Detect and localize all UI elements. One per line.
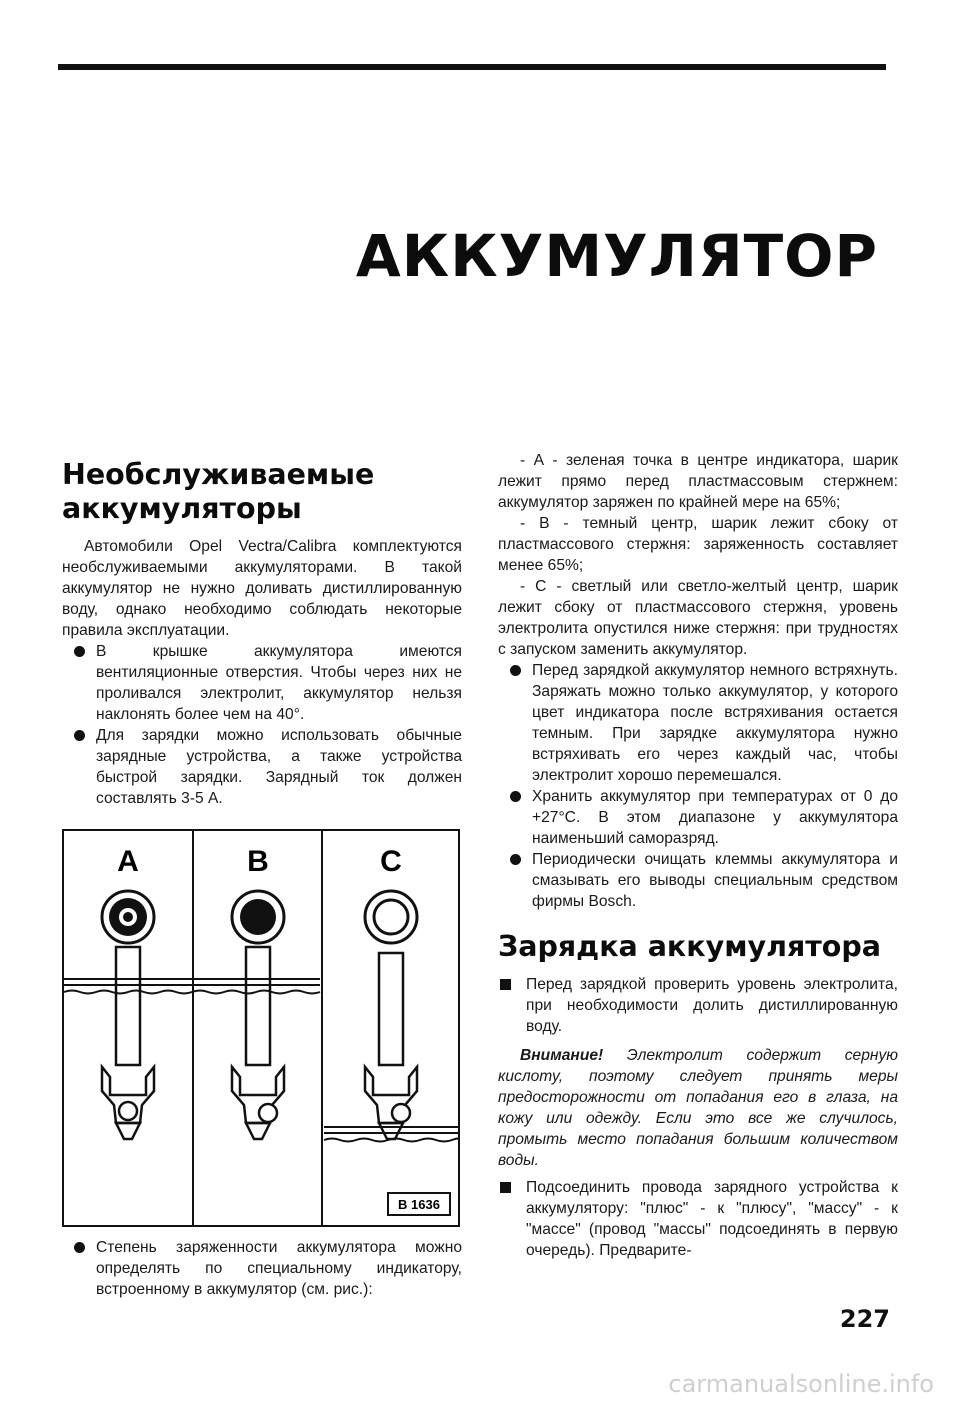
bullet-dot-icon (510, 791, 521, 802)
indicator-item-a: - А - зеленая точка в центре индикатора, шарик лежит прямо перед пластмассовым стержнем: аккумулятор заряжен по крайней мере на 65%; (498, 452, 898, 511)
warning-text: Электролит содержит серную кислоту, поэтому следует принять меры предосторожности от попадания его в глаза, на кожу или одежду. Если это все же случилось, промыть место попадания большим количеством воды. (498, 1047, 898, 1169)
bullet-dot-icon (510, 854, 521, 865)
list-item (62, 641, 462, 725)
intro-paragraph: Автомобили Opel Vectra/Calibra комплектуются необслуживаемыми аккумуляторами. В такой аккумулятор не нужно доливать дистиллированную воду, однако необходимо соблюдать некоторые правила эксплуатации. (62, 538, 462, 639)
section-heading-maintenance-free: Необслуживаемые аккумуляторы (62, 458, 375, 525)
bullet-text: Хранить аккумулятор при температурах от 0 до +27°С. В этом диапазоне у аккумулятора наименьший саморазряд. (532, 788, 898, 847)
bullet-text: Перед зарядкой проверить уровень электролита, при необходимости долить дистиллированную воду. (526, 976, 898, 1035)
left-column (62, 458, 462, 1300)
indicator-diagram (62, 829, 460, 1227)
indicator-item-b: - В - темный центр, шарик лежит сбоку от пластмассового стержня: заряженность составляет менее 65%; (498, 515, 898, 574)
list-item (498, 1177, 898, 1261)
bullet-text: Степень заряженности аккумулятора можно определять по специальному индикатору, встроенному в аккумулятор (см. рис.): (96, 1239, 462, 1298)
section-heading-charging: Зарядка аккумулятора (498, 930, 881, 963)
list-item (498, 974, 898, 1037)
list-item (498, 786, 898, 849)
chapter-title: АККУМУЛЯТОР (355, 222, 878, 290)
bullet-dot-icon (510, 665, 521, 676)
after-figure-list (62, 1237, 462, 1300)
figure-code: B 1636 (398, 1197, 440, 1212)
ball-cage-b-icon (232, 1067, 284, 1139)
charging-list-2 (498, 1177, 898, 1261)
right-column (498, 450, 898, 1261)
indicator-eye-b-icon (232, 891, 284, 943)
bullet-dot-icon (74, 730, 85, 741)
bullet-dot-icon (74, 1242, 85, 1253)
right-bullet-list (498, 660, 898, 912)
indicator-rods (116, 947, 403, 1065)
bullet-text: Для зарядки можно использовать обычные зарядные устройства, а также устройства быстрой зарядки. Зарядный ток должен составлять 3-5 А. (96, 727, 462, 807)
bullet-square-icon (500, 1182, 511, 1193)
top-rule (58, 64, 886, 70)
indicator-eye-a-icon (102, 891, 154, 943)
panel-label-a: A (117, 845, 139, 878)
bullet-text: В крышке аккумулятора имеются вентиляционные отверстия. Чтобы через них не проливался электролит, аккумулятор нельзя наклонять более чем на 40°. (96, 643, 462, 723)
panel-label-c: C (380, 845, 402, 878)
ball-cage-a-icon (102, 1067, 154, 1139)
bullet-text: Перед зарядкой аккумулятор немного встряхнуть. Заряжать можно только аккумулятор, у которого цвет индикатора после встряхивания остается темным. При зарядке аккумулятора нужно встряхивать его через каждый час, чтобы электролит хорошо перемешался. (532, 662, 898, 784)
warning-label: Внимание! (520, 1047, 604, 1064)
left-bullet-list (62, 641, 462, 809)
list-item (498, 660, 898, 786)
indicator-eye-c-icon (365, 891, 417, 943)
list-item (62, 1237, 462, 1300)
bullet-square-icon (500, 979, 511, 990)
warning-paragraph (498, 1045, 898, 1171)
indicator-item-c: - С - светлый или светло-желтый центр, шарик лежит сбоку от пластмассового стержня, уровень электролита опустился ниже стержня: при трудностях с запуском заменить аккумулятор. (498, 578, 898, 658)
bullet-text: Периодически очищать клеммы аккумулятора и смазывать его выводы специальным средством фирмы Bosch. (532, 851, 898, 910)
list-item (62, 725, 462, 809)
ball-cage-c-icon (365, 1067, 417, 1139)
watermark: carmanualsonline.info (668, 1370, 934, 1398)
panel-label-b: B (247, 845, 269, 878)
bullet-dot-icon (74, 646, 85, 657)
charge-indicator-figure (62, 829, 460, 1227)
page-number: 227 (839, 1305, 890, 1333)
charging-list-1 (498, 974, 898, 1037)
bullet-text: Подсоединить провода зарядного устройства к аккумулятору: "плюс" - к "плюсу", "массу" - к "массе" (провод "массы" подсоединять в первую очередь). Предварите- (526, 1179, 898, 1259)
list-item (498, 849, 898, 912)
